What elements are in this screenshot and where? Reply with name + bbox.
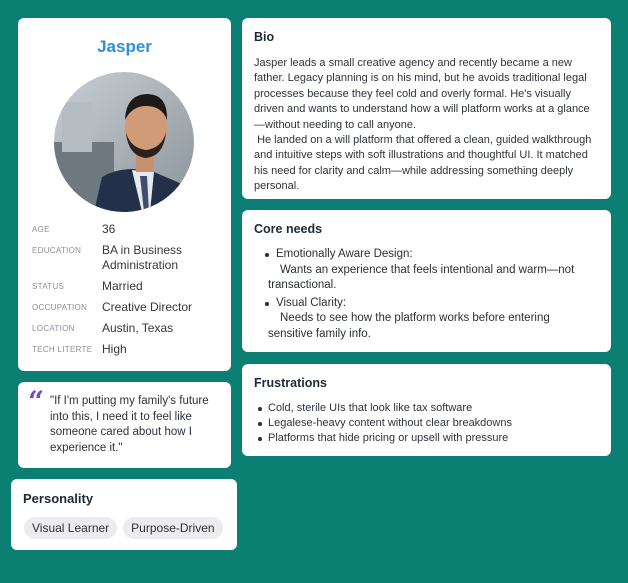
- persona-name: Jasper: [97, 37, 152, 56]
- fact-row: [32, 300, 222, 315]
- fact-row: [32, 222, 222, 237]
- fact-value: Married: [102, 279, 143, 293]
- personality-chips: [24, 517, 223, 539]
- trait-chip: Purpose-Driven: [123, 517, 222, 539]
- frustrations-card: [242, 364, 611, 456]
- fact-label: STATUS: [32, 282, 65, 291]
- fact-row: [32, 321, 222, 336]
- fact-label: LOCATION: [32, 324, 75, 333]
- profile-facts: [32, 222, 222, 363]
- core-needs-list: [268, 247, 596, 344]
- fact-value: 36: [102, 222, 116, 236]
- fact-row: [32, 279, 222, 294]
- fact-value: High: [102, 342, 127, 356]
- list-item: Legalese-heavy content without clear breakdowns: [268, 417, 512, 429]
- trait-chip: Visual Learner: [24, 517, 117, 539]
- list-item: [268, 296, 596, 343]
- core-needs-title: Core needs: [254, 222, 323, 236]
- fact-row: [32, 342, 222, 357]
- bio-paragraph: Jasper leads a small creative agency and recently became a new father. Legacy planning is on his mind, but he avoids traditional legal processes because they feel cold and overly formal. He's visually driven and wants to understand how a will platform works at a glance—without needing to call anyone.: [254, 57, 590, 131]
- personality-card: [11, 479, 237, 550]
- quote-card: [18, 382, 231, 468]
- list-item: Platforms that hide pricing or upsell with pressure: [268, 431, 512, 446]
- need-description: Needs to see how the platform works before entering sensitive family info.: [268, 312, 550, 340]
- quote-text: "If I'm putting my family's future into this, I need it to feel like someone cared about how I experience it.": [50, 395, 209, 454]
- frustrations-title: Frustrations: [254, 376, 327, 390]
- fact-value: BA in Business Administration: [102, 243, 183, 272]
- personality-title: Personality: [23, 491, 94, 506]
- fact-label: AGE: [32, 225, 50, 234]
- fact-value: Creative Director: [102, 300, 193, 314]
- bio-paragraph: He landed on a will platform that offered a clean, guided walkthrough and intuitive steps with soft illustrations and thoughtful UI. It matched his need for clarity and calm—while addressing something deeply personal.: [254, 134, 595, 193]
- fact-label: OCCUPATION: [32, 303, 88, 312]
- need-label: Visual Clarity:: [276, 296, 347, 309]
- bio-title: Bio: [254, 30, 275, 44]
- fact-label: TECH LITERTE: [32, 345, 93, 354]
- list-item: Cold, sterile UIs that look like tax software: [268, 401, 512, 416]
- avatar: [54, 72, 194, 212]
- profile-card: [18, 18, 231, 371]
- fact-row: [32, 243, 222, 273]
- bio-text: [254, 56, 595, 195]
- need-label: Emotionally Aware Design:: [276, 248, 413, 260]
- fact-label: EDUCATION: [32, 246, 82, 255]
- core-needs-card: [242, 210, 611, 352]
- need-description: Wants an experience that feels intentional and warm—not transactional.: [268, 263, 575, 291]
- list-item: [268, 247, 596, 294]
- fact-value: Austin, Texas: [102, 321, 174, 335]
- frustrations-list: [268, 401, 512, 446]
- bio-card: [242, 18, 611, 199]
- quote-mark-icon: “: [28, 385, 45, 418]
